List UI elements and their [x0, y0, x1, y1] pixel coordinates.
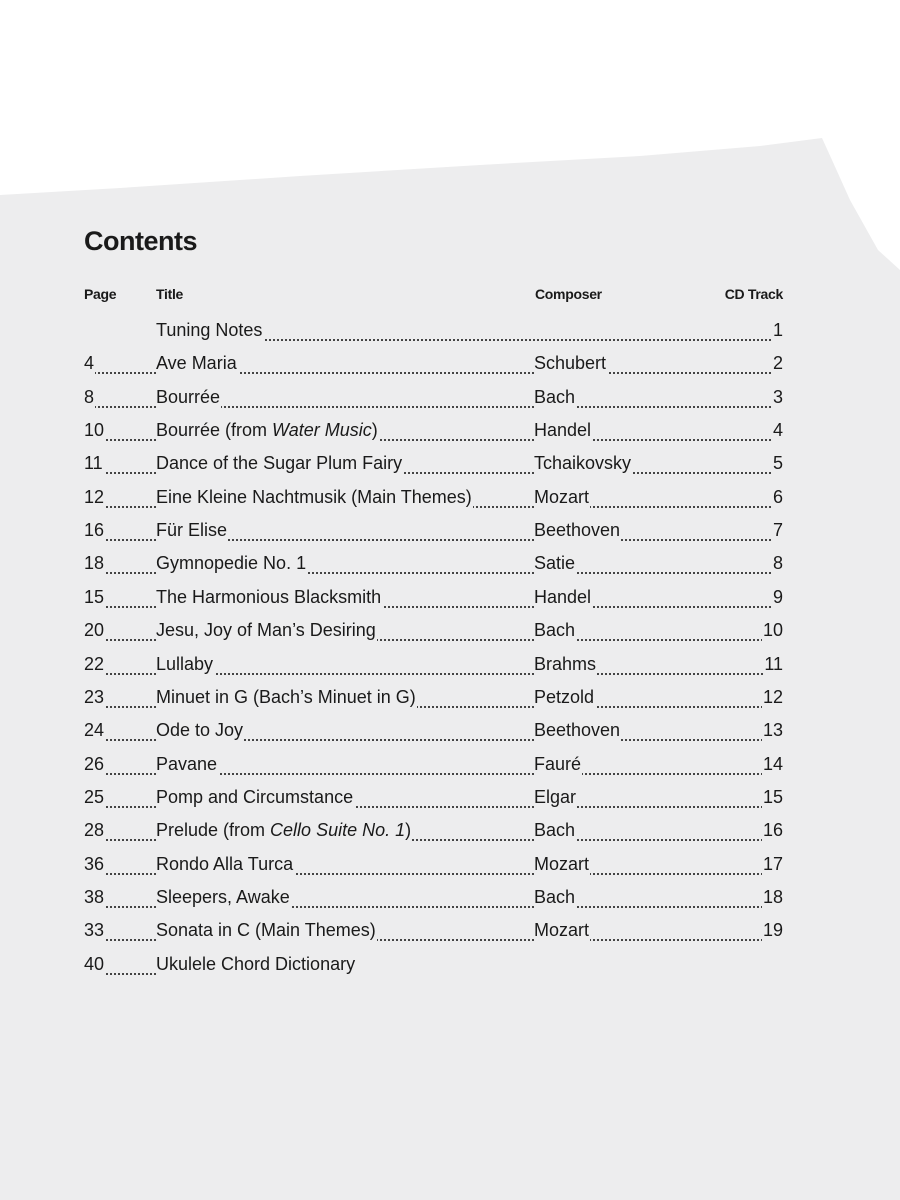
table-row — [0, 785, 900, 815]
toc-cd-track: 18 — [762, 886, 783, 907]
table-row — [0, 485, 900, 515]
toc-title: Lullaby — [156, 653, 214, 674]
toc-cd-track: 2 — [772, 353, 783, 374]
page-title: Contents — [84, 226, 197, 256]
toc-title-prefix: Prelude (from — [156, 820, 271, 841]
toc-page-number: 12 — [84, 486, 105, 507]
toc-title-prefix: Bourrée (from — [156, 420, 273, 441]
toc-title-italic: Water Music — [272, 420, 372, 441]
toc-page-number: 25 — [84, 786, 105, 807]
toc-page-number: 10 — [84, 420, 105, 441]
toc-page-number: 4 — [84, 353, 95, 374]
toc-cd-track: 3 — [772, 386, 783, 407]
toc-composer: Bach — [534, 820, 576, 841]
toc-title: Pavane — [156, 753, 218, 774]
toc-cd-track: 17 — [762, 853, 783, 874]
table-row — [0, 752, 900, 782]
toc-page-number: 22 — [84, 653, 105, 674]
toc-cd-track: 1 — [772, 320, 783, 340]
table-row — [0, 351, 900, 381]
toc-title: Rondo Alla Turca — [156, 853, 294, 874]
toc-cd-track: 19 — [762, 920, 783, 941]
toc-composer: Tchaikovsky — [534, 453, 632, 474]
table-row — [0, 518, 900, 548]
toc-composer: Fauré — [534, 753, 582, 774]
toc-title: Für Elise — [156, 520, 228, 541]
toc-title: Eine Kleine Nachtmusik (Main Themes) — [156, 486, 472, 507]
toc-composer: Mozart — [534, 486, 590, 507]
toc-title: Sonata in C (Main Themes) — [156, 920, 376, 941]
table-row — [0, 885, 900, 915]
toc-title: Ukulele Chord Dictionary — [156, 953, 356, 974]
table-row — [0, 551, 900, 581]
toc-title: Minuet in G (Bach’s Minuet in G) — [156, 686, 416, 707]
table-row — [0, 852, 900, 882]
dot-leader — [540, 404, 783, 408]
toc-title: Ave Maria — [156, 353, 237, 374]
toc-title-italic: Cello Suite No. 1 — [270, 820, 406, 841]
toc-title: Gymnopedie No. 1 — [156, 553, 307, 574]
header-title: Title — [156, 286, 184, 302]
toc-cd-track: 16 — [762, 820, 783, 841]
toc-title-suffix: ) — [405, 820, 412, 841]
table-row — [0, 718, 900, 748]
toc-page-number: 15 — [84, 586, 105, 607]
toc-title — [156, 818, 412, 842]
toc-composer: Schubert — [534, 353, 607, 374]
toc-page-number: 38 — [84, 886, 105, 907]
toc-composer: Bach — [534, 386, 576, 407]
toc-page-number: 26 — [84, 753, 105, 774]
toc-cd-track: 6 — [772, 486, 783, 507]
dot-leader — [540, 837, 783, 841]
table-row — [0, 918, 900, 948]
toc-page-number: 28 — [84, 820, 105, 841]
toc-cd-track: 14 — [762, 753, 783, 774]
table-row — [0, 385, 900, 415]
dot-leader — [540, 904, 783, 908]
toc-composer: Bach — [534, 886, 576, 907]
toc-title: Tuning Notes — [156, 320, 263, 340]
toc-title: The Harmonious Blacksmith — [156, 586, 382, 607]
toc-composer: Mozart — [534, 853, 590, 874]
toc-cd-track: 13 — [762, 720, 783, 741]
table-row — [0, 652, 900, 682]
toc-composer: Elgar — [534, 786, 577, 807]
header-cd-track: CD Track — [724, 286, 783, 302]
toc-title: Sleepers, Awake — [156, 886, 290, 907]
toc-title-suffix: ) — [371, 420, 378, 441]
toc-page-number: 11 — [84, 453, 103, 474]
toc-composer: Beethoven — [534, 520, 621, 541]
table-row — [0, 451, 900, 481]
toc-page-number: 20 — [84, 620, 105, 641]
header-page: Page — [84, 286, 117, 302]
toc-cd-track: 11 — [764, 653, 783, 674]
toc-page-number: 23 — [84, 686, 105, 707]
toc-page-number: 8 — [84, 386, 95, 407]
header-composer: Composer — [535, 286, 602, 302]
toc-cd-track: 15 — [762, 786, 783, 807]
toc-composer: Handel — [534, 420, 592, 441]
toc-composer: Handel — [534, 586, 592, 607]
toc-page-number: 24 — [84, 720, 105, 741]
toc-cd-track: 7 — [772, 520, 783, 541]
toc-cd-track: 10 — [762, 620, 783, 641]
toc-composer: Satie — [534, 553, 576, 574]
toc-composer: Mozart — [534, 920, 590, 941]
table-row — [0, 585, 900, 615]
toc-page-number: 36 — [84, 853, 105, 874]
toc-title: Dance of the Sugar Plum Fairy — [156, 453, 403, 474]
toc-title — [156, 418, 379, 442]
toc-page-number: 33 — [84, 920, 105, 941]
toc-page-number: 18 — [84, 553, 105, 574]
toc-composer: Beethoven — [534, 720, 621, 741]
dot-leader — [540, 570, 783, 574]
toc-composer: Petzold — [534, 686, 595, 707]
toc-cd-track: 5 — [772, 453, 783, 474]
toc-cd-track: 12 — [762, 686, 783, 707]
table-row — [0, 418, 900, 448]
table-row — [0, 818, 900, 848]
toc-title: Jesu, Joy of Man’s Desiring — [156, 620, 376, 641]
toc-cd-track: 4 — [772, 420, 783, 441]
table-row — [0, 952, 900, 982]
toc-composer: Bach — [534, 620, 576, 641]
toc-page-number: 16 — [84, 520, 105, 541]
table-row — [0, 685, 900, 715]
table-row — [0, 318, 900, 348]
toc-title: Pomp and Circumstance — [156, 786, 354, 807]
toc-cd-track: 8 — [772, 553, 783, 574]
toc-page-number: 40 — [84, 953, 105, 974]
dot-leader — [540, 637, 783, 641]
dot-leader — [90, 404, 156, 408]
dot-leader — [160, 671, 534, 675]
table-row — [0, 618, 900, 648]
dot-leader — [90, 370, 156, 374]
toc-cd-track: 9 — [772, 586, 783, 607]
toc-title: Bourrée — [156, 386, 221, 407]
toc-title: Ode to Joy — [156, 720, 244, 741]
toc-composer: Brahms — [534, 653, 597, 674]
